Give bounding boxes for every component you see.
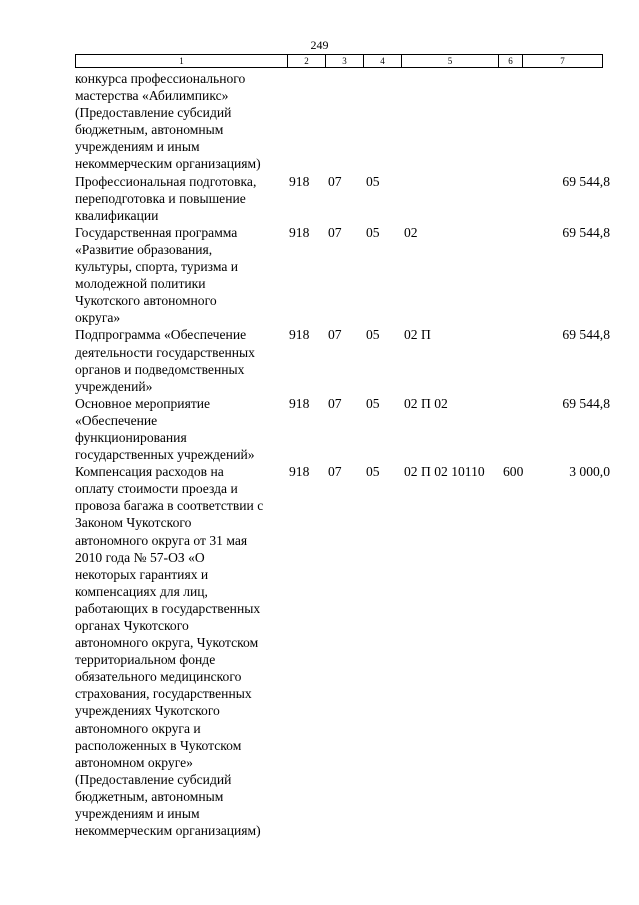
header-col-5: 5 xyxy=(402,55,499,68)
table-row xyxy=(75,463,610,839)
column-number-header xyxy=(75,54,603,68)
row-name: Компенсация расходов на оплату стоимости проезда и провоза багажа в соответствии с Законом Чукотского автономного округа от 31 мая 2010 года № 57-ОЗ «О некоторых гарантиях и компенсациях для лиц, работающих в государственных органах Чукотского автономного округа, Чукотском территориальном фонде обязательного медицинского страхования, государственных учреждениях Чукотского автономного округа и расположенных в Чукотском автономном округе» (Предоставление субсидий бюджетным, автономным учреждениям и иным некоммерческим организациям) xyxy=(75,464,264,839)
row-section: 07 xyxy=(328,327,342,343)
row-name: Подпрограмма «Обеспечение деятельности государственных органов и подведомственных учреждений» xyxy=(75,327,255,394)
table-row xyxy=(75,173,610,224)
header-col-3: 3 xyxy=(326,55,364,68)
budget-table-body xyxy=(75,70,610,839)
row-section: 07 xyxy=(328,395,342,411)
row-name: конкурса профессионального мастерства «Абилимпикс» (Предоставление субсидий бюджетным, автономным учреждениям и иным некоммерческим организациям) xyxy=(75,71,261,172)
header-col-4: 4 xyxy=(364,55,402,68)
row-admin-code: 918 xyxy=(289,327,310,343)
table-row xyxy=(75,70,610,173)
row-name: Основное мероприятие «Обеспечение функционирования государственных учреждений» xyxy=(75,395,255,463)
page-number: 249 xyxy=(310,38,329,52)
header-row xyxy=(76,55,603,68)
row-admin-code: 918 xyxy=(289,173,310,189)
row-amount: 69 544,8 xyxy=(562,224,610,240)
row-admin-code: 918 xyxy=(289,395,310,411)
row-target-article: 02 П xyxy=(404,327,431,343)
header-col-7: 7 xyxy=(523,55,603,68)
header-col-6: 6 xyxy=(499,55,523,68)
row-amount: 69 544,8 xyxy=(562,173,610,189)
row-name: Профессиональная подготовка, переподготовка и повышение квалификации xyxy=(75,173,257,223)
row-admin-code: 918 xyxy=(289,464,310,480)
row-subsection: 05 xyxy=(366,173,380,189)
row-target-article: 02 xyxy=(404,224,418,240)
table-row xyxy=(75,224,610,327)
row-subsection: 05 xyxy=(366,464,380,480)
row-amount: 69 544,8 xyxy=(562,395,610,411)
table-row xyxy=(75,326,610,394)
row-subsection: 05 xyxy=(366,395,380,411)
row-amount: 3 000,0 xyxy=(569,464,610,480)
row-target-article: 02 П 02 10110 xyxy=(404,464,485,480)
table-row xyxy=(75,395,610,463)
header-col-2: 2 xyxy=(288,55,326,68)
header-col-1: 1 xyxy=(76,55,288,68)
row-admin-code: 918 xyxy=(289,224,310,240)
row-section: 07 xyxy=(328,464,342,480)
row-section: 07 xyxy=(328,173,342,189)
row-section: 07 xyxy=(328,224,342,240)
row-amount: 69 544,8 xyxy=(562,327,610,343)
row-subsection: 05 xyxy=(366,224,380,240)
row-target-article: 02 П 02 xyxy=(404,395,448,411)
row-name: Государственная программа «Развитие образования, культуры, спорта, туризма и молодежной политики Чукотского автономного округа» xyxy=(75,224,239,326)
row-expense-type: 600 xyxy=(503,464,524,480)
row-subsection: 05 xyxy=(366,327,380,343)
